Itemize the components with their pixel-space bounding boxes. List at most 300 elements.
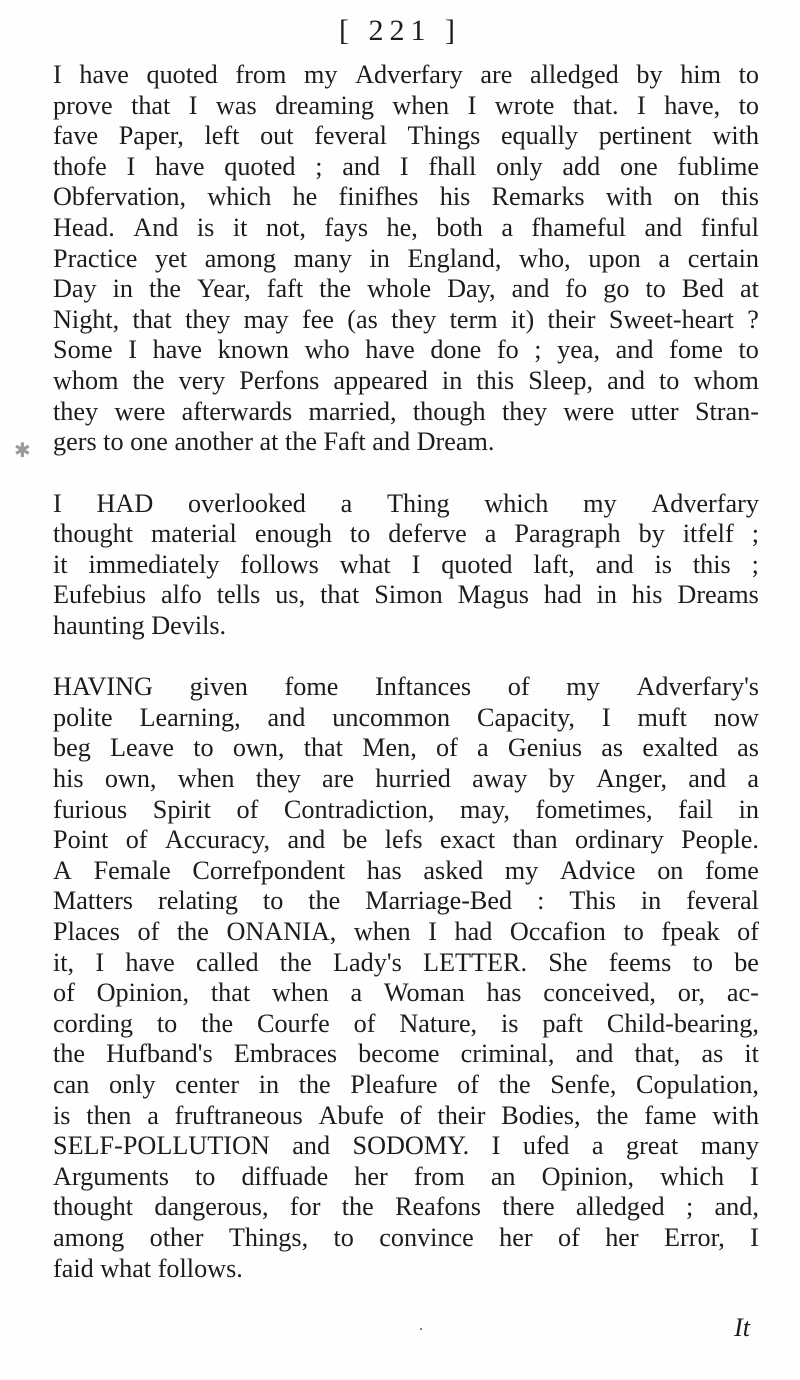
word: known <box>217 335 289 365</box>
word: of <box>236 794 259 824</box>
word: Inftances <box>375 672 472 702</box>
word: a <box>147 1100 159 1130</box>
word: I <box>467 90 477 120</box>
word: then <box>86 1100 132 1130</box>
word: fome <box>669 335 723 365</box>
word: there <box>502 1192 555 1222</box>
word: Adverfary's <box>636 672 759 702</box>
word: Pleafure <box>350 1070 438 1099</box>
text-line <box>53 672 759 703</box>
word: my <box>303 60 338 89</box>
word: follows <box>240 549 319 579</box>
word: to <box>193 733 214 763</box>
word: in <box>258 1070 280 1099</box>
word: their <box>437 1100 486 1130</box>
word: fo <box>565 274 588 304</box>
word: many <box>293 243 352 273</box>
word: given <box>189 672 248 702</box>
word: relating <box>157 886 238 916</box>
word: to <box>738 90 759 120</box>
word: a <box>591 1131 604 1161</box>
word: it <box>744 1039 759 1069</box>
word: yet <box>155 243 188 273</box>
word: whole <box>367 274 432 304</box>
word: Adverfary <box>355 60 463 89</box>
text-line <box>53 764 759 795</box>
word: her <box>499 1222 533 1252</box>
word: Arguments <box>53 1161 169 1191</box>
word: of <box>507 672 530 702</box>
word: furious <box>53 794 128 824</box>
word: the <box>132 365 165 395</box>
text-line <box>53 1223 759 1254</box>
word: laft, <box>533 549 575 579</box>
text-line <box>53 795 759 826</box>
word: England, <box>407 243 502 273</box>
word: to <box>623 917 644 947</box>
word: Perfons <box>239 365 320 395</box>
word: had <box>454 917 493 947</box>
word: Embraces <box>233 1039 338 1069</box>
text-line <box>53 1131 759 1162</box>
word: than <box>512 825 558 855</box>
word: to <box>738 335 759 365</box>
word: they <box>501 396 548 426</box>
word: I <box>411 549 421 579</box>
word: and <box>342 151 381 181</box>
word: Error, <box>664 1222 725 1252</box>
word: Marriage-Bed <box>365 886 513 916</box>
word: have <box>125 947 175 977</box>
paragraph <box>53 60 759 458</box>
word: and <box>607 365 645 395</box>
word: diffuade <box>241 1161 329 1191</box>
word: Advice <box>559 855 636 885</box>
word: Spirit <box>152 794 211 824</box>
word: Day <box>53 274 97 304</box>
word: the <box>298 1070 331 1099</box>
word: Anger, <box>596 764 668 794</box>
word: thought <box>53 519 134 549</box>
word: to <box>262 886 284 916</box>
word: polite <box>53 702 113 732</box>
word: immediately <box>88 549 220 579</box>
word: the <box>149 274 182 304</box>
word: the <box>201 1008 234 1038</box>
word: Head. <box>53 212 115 242</box>
word: ; <box>751 549 759 579</box>
word: though <box>412 396 486 426</box>
word: the <box>341 1192 374 1222</box>
word: HAVING <box>53 672 153 702</box>
word: Some <box>53 335 113 365</box>
text-line <box>53 121 759 152</box>
word: done <box>430 335 482 365</box>
word: away <box>472 764 528 794</box>
word: alledged <box>530 60 619 89</box>
word: to <box>659 365 680 395</box>
word: I <box>750 1222 759 1252</box>
word: the <box>596 1100 629 1130</box>
word: Leave <box>110 733 174 763</box>
word: an <box>490 1161 516 1191</box>
word: ordinary <box>575 825 664 855</box>
word: finful <box>700 212 759 242</box>
word: to <box>645 274 666 304</box>
word: Child-bearing, <box>606 1008 759 1038</box>
word: LETTER. <box>423 947 528 977</box>
word: fublime <box>677 151 759 181</box>
text-line <box>53 182 759 213</box>
word: Capacity, <box>477 702 575 732</box>
word: is <box>654 549 672 579</box>
word: conceived, <box>543 978 656 1008</box>
word: be <box>734 947 759 977</box>
catchword: It <box>734 1313 750 1342</box>
word: I <box>637 90 646 120</box>
word: had <box>543 580 582 610</box>
word: fome <box>705 855 759 885</box>
word: ; <box>534 335 542 365</box>
word: of <box>53 978 75 1008</box>
word: on <box>657 855 684 885</box>
word: it <box>232 212 248 242</box>
text-line: gers to one another at the Faft and Dream. <box>53 427 495 457</box>
word: fail <box>678 794 714 824</box>
word: that <box>132 304 172 334</box>
word: deferve <box>388 519 467 549</box>
word: Sweet-heart <box>608 304 734 334</box>
word: and <box>595 549 634 579</box>
word: her <box>354 1161 388 1191</box>
word: ; <box>685 1192 694 1222</box>
word: Day, <box>447 274 496 304</box>
word: and, <box>714 1192 759 1222</box>
text-line <box>53 856 759 887</box>
word: afterwards <box>181 396 293 426</box>
text-line <box>53 1009 759 1040</box>
word: feems <box>608 947 672 977</box>
word: ? <box>747 304 759 334</box>
word: add <box>562 151 601 181</box>
word: Lady's <box>333 947 402 977</box>
word: which <box>484 488 549 518</box>
word: is <box>196 212 215 242</box>
word: Woman <box>383 978 465 1008</box>
word: This <box>569 886 616 916</box>
word: to <box>333 1222 354 1252</box>
word: that. <box>572 90 619 120</box>
margin-mark-icon: ✱ <box>14 440 31 462</box>
word: that <box>320 580 360 610</box>
word: with <box>605 182 653 212</box>
page-body <box>53 60 759 1284</box>
word: which <box>660 1161 725 1191</box>
word: wrote <box>494 90 555 120</box>
word: his <box>439 182 471 212</box>
word: appeared <box>333 365 428 395</box>
word: a <box>747 764 759 794</box>
word: whom <box>53 365 119 395</box>
word: have <box>155 151 205 181</box>
word: as <box>601 733 624 763</box>
word: alledged <box>575 1192 665 1222</box>
word: People. <box>681 825 759 855</box>
word: now <box>713 702 759 732</box>
word: among <box>53 1222 125 1252</box>
word: I <box>188 90 198 120</box>
word: Obfervation, <box>53 182 187 212</box>
word: Places <box>53 917 120 947</box>
word: have <box>79 60 129 89</box>
word: Contradiction, <box>283 794 435 824</box>
word: of <box>137 917 160 947</box>
word: a <box>477 733 489 763</box>
word: Paragraph <box>514 519 621 549</box>
paragraph <box>53 672 759 1284</box>
word: upon <box>588 243 641 273</box>
word: of <box>125 825 148 855</box>
ink-speck <box>420 1328 422 1330</box>
word: other <box>149 1222 204 1252</box>
word: only <box>496 151 543 181</box>
word: I <box>399 151 409 181</box>
word: I <box>491 1131 501 1161</box>
word: of <box>435 733 458 763</box>
word: beg <box>53 733 91 763</box>
word: many <box>700 1131 759 1161</box>
word: of <box>558 1222 580 1252</box>
word: hurried <box>375 764 451 794</box>
word: I <box>126 151 136 181</box>
word: when <box>177 764 235 794</box>
word: of <box>457 1070 479 1099</box>
word: to <box>156 1008 178 1038</box>
word: SODOMY. <box>352 1131 470 1161</box>
word: which <box>207 182 272 212</box>
text-line <box>53 886 759 917</box>
word: Sleep, <box>528 365 594 395</box>
word: to <box>194 1161 216 1191</box>
word: the <box>53 1039 85 1069</box>
word: fhall <box>428 151 477 181</box>
word: by <box>548 764 575 794</box>
word: may, <box>460 794 510 824</box>
word: when <box>271 978 329 1008</box>
word: only <box>108 1070 156 1099</box>
word: SELF-POLLUTION <box>53 1131 270 1161</box>
word: to <box>692 947 713 977</box>
word: I <box>53 60 62 89</box>
word: he <box>292 182 318 212</box>
word: Thing <box>386 488 450 518</box>
word: finifhes <box>338 182 419 212</box>
word: enough <box>254 519 332 549</box>
word: and <box>644 212 683 242</box>
word: by <box>638 519 665 549</box>
text-line: haunting Devils. <box>53 610 227 640</box>
text-line <box>53 580 759 611</box>
word: own, <box>232 733 285 763</box>
text-line <box>53 152 759 183</box>
word: called <box>196 947 259 977</box>
word: with <box>712 1100 759 1130</box>
word: A <box>53 855 72 885</box>
word: certain <box>687 243 759 273</box>
word: and <box>688 764 727 794</box>
word: fometimes, <box>535 794 653 824</box>
word: She <box>548 947 588 977</box>
text-line <box>53 305 759 336</box>
word: thofe <box>53 151 107 181</box>
word: I <box>428 917 437 947</box>
text-line <box>53 274 759 305</box>
word: faft <box>266 274 304 304</box>
word: us, <box>275 580 306 610</box>
word: asked <box>423 855 484 885</box>
word: Correfpondent <box>192 855 346 885</box>
word: itfelf <box>682 519 734 549</box>
word: were <box>563 396 615 426</box>
word: I <box>53 488 62 518</box>
word: Learning, <box>139 702 241 732</box>
word: ufed <box>522 1131 570 1161</box>
word: have, <box>664 90 721 120</box>
word: were <box>114 396 166 426</box>
word: they <box>255 764 301 794</box>
text-line <box>53 917 759 948</box>
word: and <box>267 702 306 732</box>
word: dangerous, <box>154 1192 269 1222</box>
text-line <box>53 335 759 366</box>
word: in <box>369 243 390 273</box>
text-line <box>53 489 759 520</box>
word: Adverfary <box>651 488 759 518</box>
word: alfo <box>161 580 202 610</box>
word: the <box>498 1070 531 1099</box>
text-line <box>53 1162 759 1193</box>
word: are <box>322 764 355 794</box>
word: my <box>583 488 617 518</box>
word: and <box>615 335 654 365</box>
word: of <box>399 1100 422 1130</box>
word: utter <box>630 396 679 426</box>
word: at <box>740 274 759 304</box>
word: a <box>340 488 353 518</box>
word: has <box>366 855 402 885</box>
word: Copulation, <box>636 1070 759 1099</box>
word: as <box>701 1039 724 1069</box>
word: I <box>750 1161 759 1191</box>
word: I <box>95 947 105 977</box>
word: fpeak <box>661 917 720 947</box>
word: of <box>353 1008 376 1038</box>
word: as <box>737 733 759 763</box>
word: on <box>673 182 700 212</box>
word: who <box>304 335 350 365</box>
word: very <box>178 365 226 395</box>
word: tells <box>216 580 261 610</box>
word: can <box>53 1070 90 1099</box>
paragraph <box>53 489 759 642</box>
word: one <box>619 151 658 181</box>
word: great <box>625 1131 679 1161</box>
word: : <box>537 886 545 916</box>
word: in <box>596 580 617 610</box>
word: own, <box>104 764 157 794</box>
word: by <box>636 60 663 89</box>
word: their <box>547 304 596 334</box>
word: a <box>350 978 363 1008</box>
word: and <box>575 1039 614 1069</box>
word: quoted <box>224 151 296 181</box>
word: this <box>721 182 759 212</box>
word: fhameful <box>531 212 626 242</box>
word: are <box>480 60 513 89</box>
word: that <box>303 733 343 763</box>
text-line <box>53 519 759 550</box>
word: from <box>413 1161 465 1191</box>
word: Simon <box>374 580 443 610</box>
text-line <box>53 1070 759 1101</box>
word: uncommon <box>332 702 451 732</box>
word: a <box>658 243 671 273</box>
word: prove <box>53 90 113 120</box>
word: married, <box>308 396 397 426</box>
word: is <box>500 1008 519 1038</box>
word: be <box>342 825 368 855</box>
word: Men, <box>362 733 417 763</box>
word: ONANIA, <box>226 917 337 947</box>
word: cording <box>53 1008 133 1038</box>
word: a <box>501 212 513 242</box>
word: of <box>737 917 759 947</box>
word: muft <box>637 702 687 732</box>
word: his <box>631 580 663 610</box>
word: was <box>215 90 257 120</box>
word: Nature, <box>399 1008 478 1038</box>
word: material <box>151 519 237 549</box>
word: in <box>738 794 759 824</box>
word: for <box>289 1192 321 1222</box>
word: who, <box>519 243 571 273</box>
word: I <box>601 702 611 732</box>
word: Night, <box>53 304 120 334</box>
word: her <box>605 1222 639 1252</box>
word: and <box>287 825 326 855</box>
word: the <box>308 886 341 916</box>
word: convince <box>379 1222 474 1252</box>
word: to <box>738 60 759 89</box>
word: fave <box>53 121 99 151</box>
word: my <box>566 672 600 702</box>
word: I <box>128 335 137 365</box>
word: HAD <box>96 488 154 518</box>
word: Things, <box>228 1222 309 1252</box>
word: yea, <box>557 335 601 365</box>
word: paft <box>542 1008 584 1038</box>
word: Practice <box>53 243 138 273</box>
word: criminal, <box>460 1039 555 1069</box>
word: when <box>353 917 411 947</box>
word: my <box>504 855 539 885</box>
word: dreaming <box>275 90 374 120</box>
word: Senfe, <box>550 1070 617 1099</box>
word: fame <box>644 1100 697 1130</box>
word: or, <box>677 978 706 1008</box>
word: they <box>391 304 437 334</box>
text-line <box>53 366 759 397</box>
